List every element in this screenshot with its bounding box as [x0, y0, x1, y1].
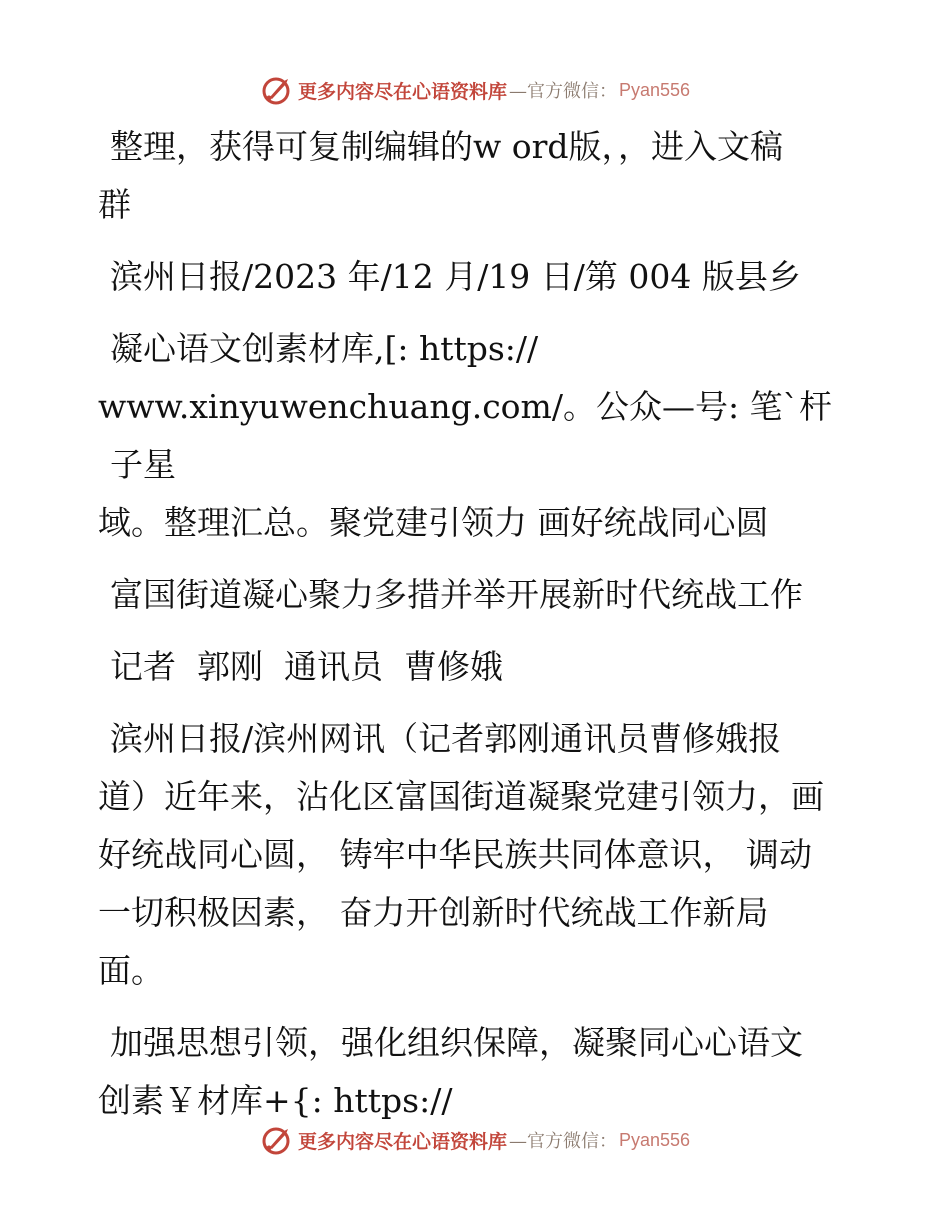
text-line: 整理，获得可复制编辑的w ord版，，进入文稿 — [110, 127, 784, 166]
text-line: 凝心语文创素材库,[: https:// — [110, 329, 539, 368]
text-line: 富国街道凝心聚力多措并举开展新时代统战工作 — [110, 575, 803, 614]
document-body — [98, 118, 858, 1144]
banner-gray-text: —官方微信： — [508, 81, 617, 102]
pen-circle-icon — [260, 73, 294, 107]
article-headline — [98, 566, 858, 624]
paragraph-source — [98, 248, 858, 306]
text-line: 记者 郭刚 通讯员 曹修娥 — [110, 647, 503, 686]
text-line: 道）近年来，沾化区富国街道凝聚党建引领力，画 — [98, 777, 824, 816]
text-line: 滨州日报/2023 年/12 月/19 日/第 004 版县乡 — [110, 257, 801, 296]
banner-gray-text: —官方微信： — [508, 1131, 617, 1152]
article-byline — [98, 638, 858, 696]
banner-red-text: 更多内容尽在心语资料库 — [297, 1130, 507, 1153]
text-line: www.xinyuwenchuang.com/。公众—号: 笔`杆子星 — [98, 387, 833, 484]
banner-wechat-id: Pyan556 — [618, 79, 691, 100]
text-line: 面。 — [98, 951, 164, 990]
paragraph-lead — [98, 710, 858, 1000]
footer-watermark-banner — [0, 1120, 950, 1160]
text-line: 域。整理汇总。聚党建引领力 画好统战同心圆 — [98, 503, 769, 542]
text-line: 好统战同心圆， 铸牢中华民族共同体意识， 调动 — [98, 835, 812, 874]
banner-red-text: 更多内容尽在心语资料库 — [297, 80, 507, 103]
header-watermark-banner — [0, 70, 950, 110]
banner-wechat-id: Pyan556 — [618, 1129, 691, 1150]
paragraph-section — [98, 1014, 858, 1130]
pen-circle-icon — [260, 1123, 294, 1157]
text-line: 滨州日报/滨州网讯（记者郭刚通讯员曹修娥报 — [110, 719, 782, 758]
text-line: 群 — [98, 185, 131, 224]
text-line: 一切积极因素， 奋力开创新时代统战工作新局 — [98, 893, 769, 932]
paragraph-material-library — [98, 320, 858, 552]
paragraph-intro — [98, 118, 858, 234]
text-line: 加强思想引领，强化组织保障，凝聚同心心语文 — [110, 1023, 803, 1062]
text-line: 创素￥材库+{: https:// — [98, 1081, 453, 1120]
